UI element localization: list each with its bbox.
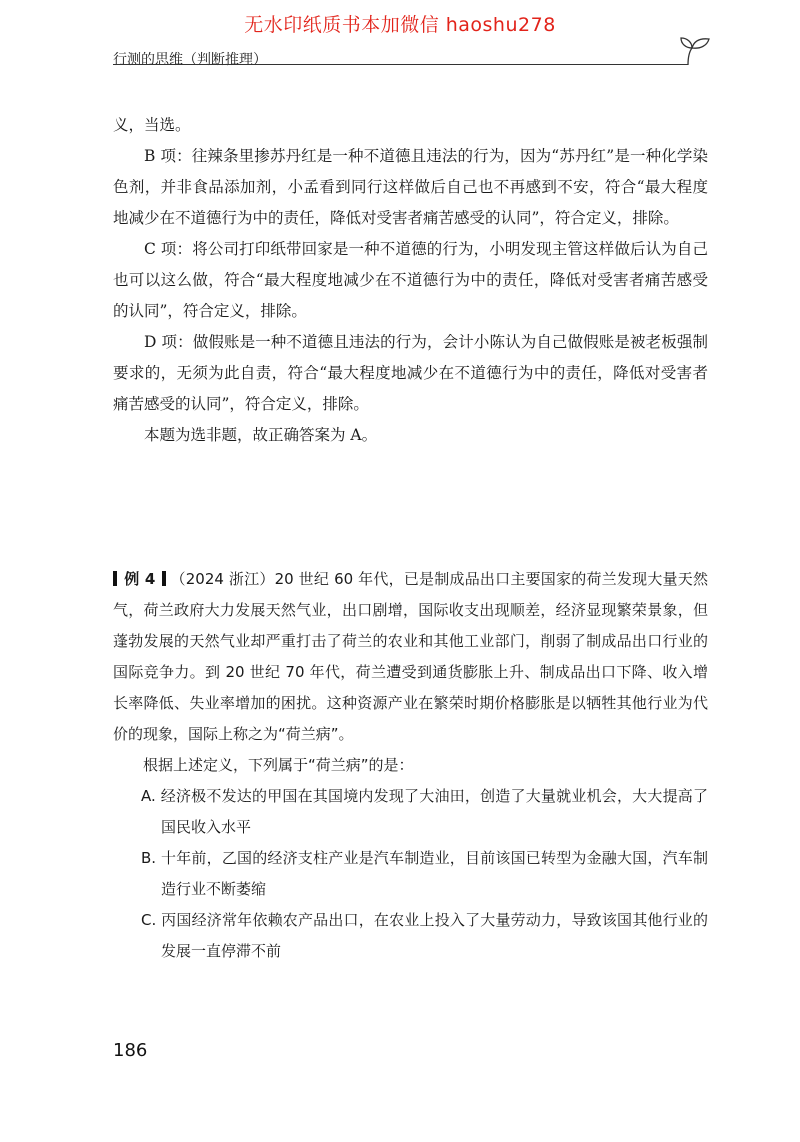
example-question	[113, 564, 708, 967]
example-question-prompt: 根据上述定义，下列属于“荷兰病”的是：	[143, 756, 414, 774]
example-body: 20 世纪 60 年代，已是制成品出口主要国家的荷兰发现大量天然气，荷兰政府大力发展天然气业，出口剧增，国际收支出现顺差，经济显现繁荣景象，但蓬勃发展的天然气业却严重打击了荷兰的农业和其他工业部门，削弱了制成品出口行业的国际竞争力。到 20 世纪 70 年代，荷兰遭受到通货膨胀上升、制成品出口下降、收入增长率降低、失业率增加的困扰。这种资源产业在繁荣时期价格膨胀是以牺牲其他行业为代价的现象，国际上称之为“荷兰病”。	[113, 570, 708, 743]
example-marker-right	[162, 571, 166, 586]
explanation-paragraph: 本题为选非题，故正确答案为 A。	[144, 426, 378, 444]
option-c: C. 丙国经济常年依赖农产品出口，在农业上投入了大量劳动力，导致该国其他行业的发展一直停滞不前	[141, 911, 708, 960]
example-label: 例 4	[124, 570, 156, 588]
option-a: A. 经济极不发达的甲国在其国境内发现了大油田，创造了大量就业机会，大大提高了国民收入水平	[141, 787, 708, 836]
example-source: （2024 浙江）	[170, 570, 275, 588]
example-marker-left	[113, 571, 117, 586]
answer-explanation	[113, 110, 708, 451]
explanation-paragraph: D 项：做假账是一种不道德且违法的行为，会计小陈认为自己做假账是被老板强制要求的，无须为此自责，符合“最大程度地减少在不道德行为中的责任，降低对受害者痛苦感受的认同”，符合定义，排除。	[113, 333, 708, 413]
example-stem	[113, 564, 708, 750]
option-b: B. 十年前，乙国的经济支柱产业是汽车制造业，目前该国已转型为金融大国，汽车制造行业不断萎缩	[141, 849, 708, 898]
running-header-title: 行测的思维（判断推理）	[113, 52, 267, 68]
explanation-paragraph: C 项：将公司打印纸带回家是一种不道德的行为，小明发现主管这样做后认为自己也可以这么做，符合“最大程度地减少在不道德行为中的责任，降低对受害者痛苦感受的认同”，符合定义，排除。	[113, 240, 708, 320]
watermark-text: 无水印纸质书本加微信 haoshu278	[244, 14, 556, 36]
explanation-paragraph: B 项：往辣条里掺苏丹红是一种不道德且违法的行为，因为“苏丹红”是一种化学染色剂，并非食品添加剂，小孟看到同行这样做后自己也不再感到不安，符合“最大程度地减少在不道德行为中的责任，降低对受害者痛苦感受的认同”，符合定义，排除。	[113, 147, 708, 227]
header-rule	[113, 64, 688, 65]
explanation-paragraph: 义，当选。	[113, 116, 191, 134]
sprout-icon	[678, 34, 712, 68]
page-number: 186	[113, 1040, 148, 1061]
